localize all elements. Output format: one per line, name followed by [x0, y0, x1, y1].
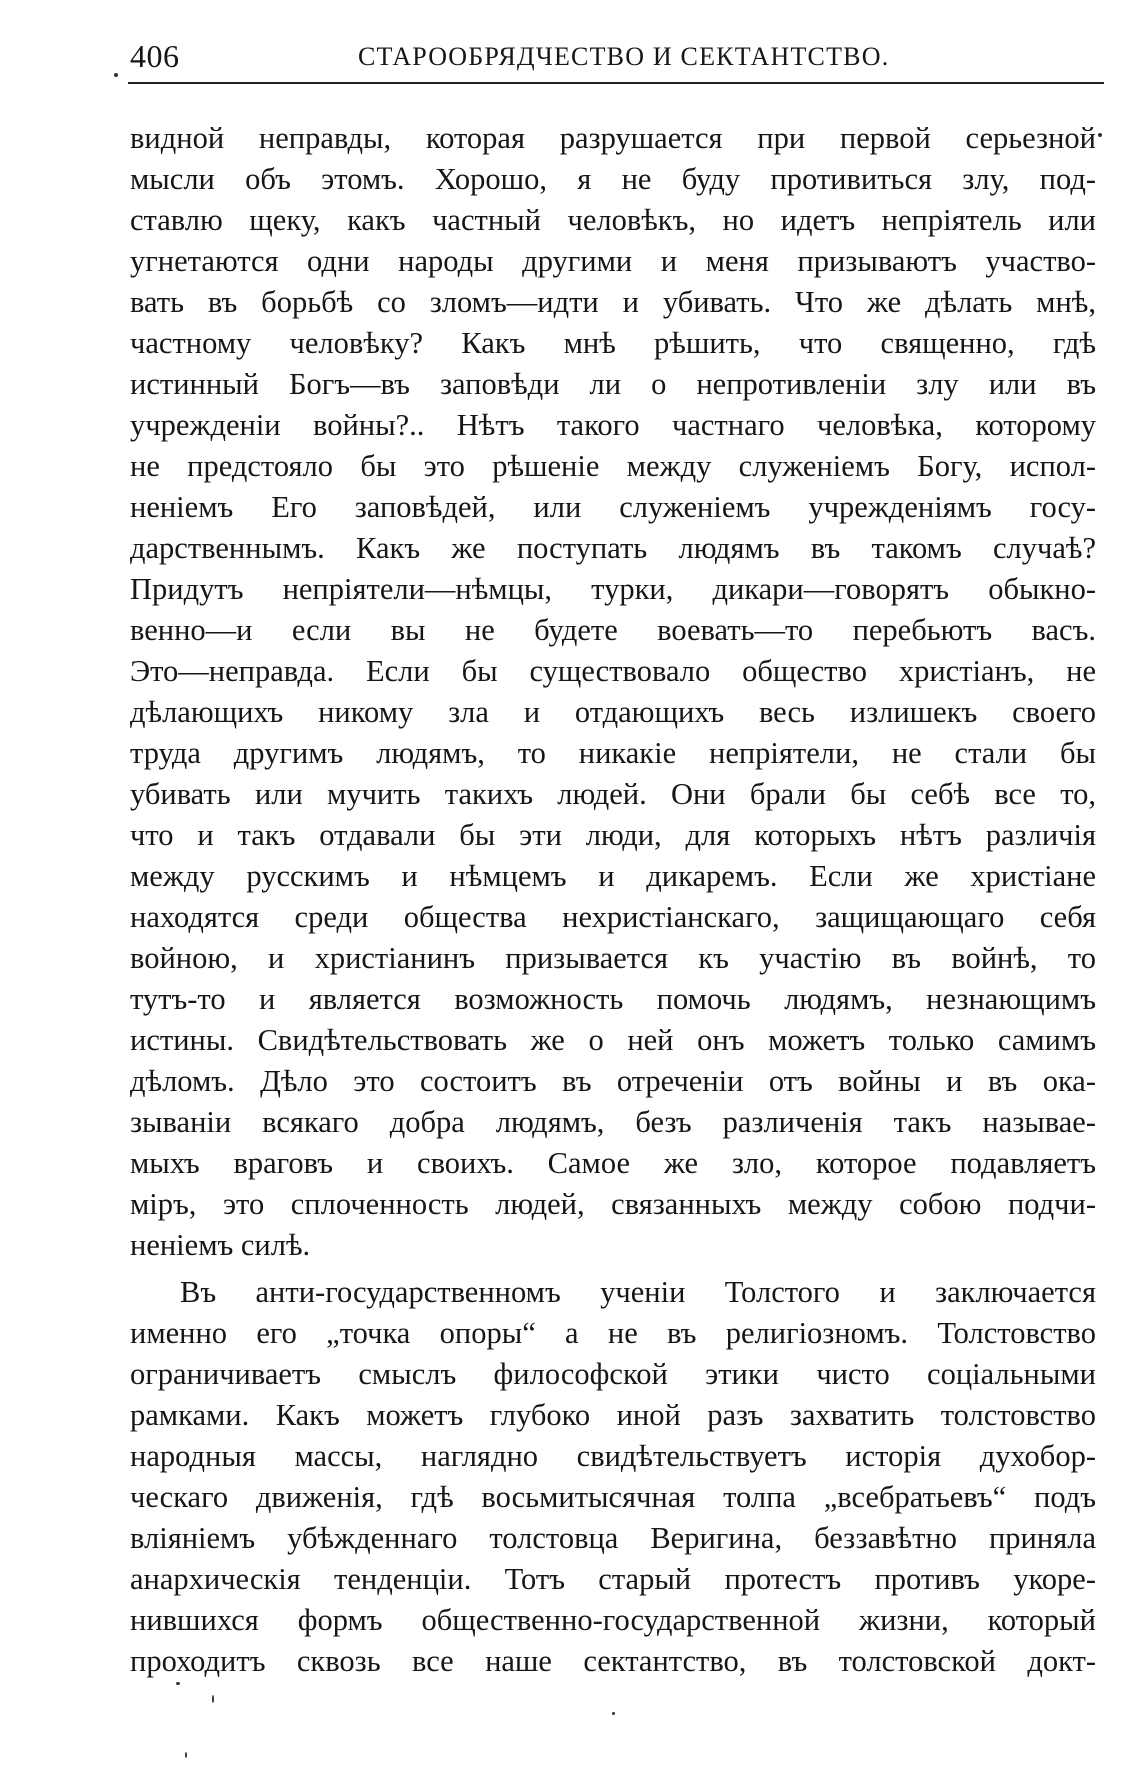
text-line: ставлю щеку, какъ частный человѣкъ, но идетъ непрiятель или	[130, 203, 1096, 237]
text-line: мыхъ враговъ и своихъ. Самое же зло, которое подавляетъ	[130, 1146, 1096, 1180]
text-line: нившихся формъ общественно-государственной жизни, который	[130, 1603, 1096, 1637]
text-line: влiянiемъ убѣжденнаго толстовца Веригина, беззавѣтно приняла	[130, 1521, 1096, 1555]
text-line: венно—и если вы не будете воевать—то перебьютъ васъ.	[130, 613, 1096, 647]
text-line: войною, и христiанинъ призывается къ участiю въ войнѣ, то	[130, 941, 1096, 975]
header-rule	[128, 82, 1104, 84]
print-speck	[176, 1682, 180, 1685]
text-line: Въ анти-государственномъ ученiи Толстого и заключается	[180, 1275, 1096, 1309]
text-line: ограничиваетъ смыслъ философской этики чисто соцiальными	[130, 1357, 1096, 1391]
text-line: Придутъ непрiятели—нѣмцы, турки, дикари—говорятъ обыкно-	[130, 572, 1096, 606]
text-line: не предстояло бы это рѣшенiе между служенiемъ Богу, испол-	[130, 449, 1096, 483]
text-line: народныя массы, наглядно свидѣтельствуетъ исторiя духобор-	[130, 1439, 1096, 1473]
running-head	[128, 34, 1104, 84]
text-line: ческаго движенiя, гдѣ восьмитысячная толпа „всебратьевъ“ подъ	[130, 1480, 1096, 1514]
print-speck	[114, 73, 118, 77]
text-line: убивать или мучить такихъ людей. Они брали бы себѣ все то,	[130, 777, 1096, 811]
text-line: рамками. Какъ можетъ глубоко иной разъ захватить толстовство	[130, 1398, 1096, 1432]
text-line: труда другимъ людямъ, то никакiе непрiятели, не стали бы	[130, 736, 1096, 770]
paragraph-1	[130, 118, 1096, 1266]
print-speck	[185, 1752, 187, 1758]
text-line: угнетаются одни народы другими и меня призываютъ участво-	[130, 244, 1096, 278]
text-line: дѣлающихъ никому зла и отдающихъ весь излишекъ своего	[130, 695, 1096, 729]
running-title: СТАРООБРЯДЧЕСТВО И СЕКТАНТСТВО.	[358, 42, 890, 71]
text-line: проходитъ сквозь все наше сектантство, въ толстовской докт-	[130, 1644, 1096, 1678]
text-line: тутъ-то и является возможность помочь людямъ, незнающимъ	[130, 982, 1096, 1016]
text-line: вать въ борьбѣ со зломъ—идти и убивать. Что же дѣлать мнѣ,	[130, 285, 1096, 319]
text-line: зыванiи всякаго добра людямъ, безъ различенiя такъ называе-	[130, 1105, 1096, 1139]
text-line: Это—неправда. Если бы существовало общество христiанъ, не	[130, 654, 1096, 688]
text-line: истины. Свидѣтельствовать же о ней онъ можетъ только самимъ	[130, 1023, 1096, 1057]
text-line: частному человѣку? Какъ мнѣ рѣшить, что священно, гдѣ	[130, 326, 1096, 360]
text-line: анархическiя тенденцiи. Тотъ старый протестъ противъ укоре-	[130, 1562, 1096, 1596]
print-speck	[1098, 133, 1102, 137]
print-speck	[212, 1695, 214, 1703]
text-line: мiръ, это сплоченность людей, связанныхъ между собою подчи-	[130, 1187, 1096, 1221]
text-line: ненiемъ Его заповѣдей, или служенiемъ учрежденiямъ госу-	[130, 490, 1096, 524]
page-number: 406	[130, 38, 180, 74]
text-line: мысли объ этомъ. Хорошо, я не буду противиться злу, под-	[130, 162, 1096, 196]
text-line: дѣломъ. Дѣло это состоитъ въ отреченiи отъ войны и въ ока-	[130, 1064, 1096, 1098]
text-line: что и такъ отдавали бы эти люди, для которыхъ нѣтъ различiя	[130, 818, 1096, 852]
paragraph-2	[130, 1272, 1096, 1682]
text-line: истинный Богъ—въ заповѣди ли о непротивленiи злу или въ	[130, 367, 1096, 401]
text-line: учрежденiи войны?.. Нѣтъ такого частнаго человѣка, которому	[130, 408, 1096, 442]
print-speck	[612, 1712, 615, 1715]
text-line: между русскимъ и нѣмцемъ и дикаремъ. Если же христiане	[130, 859, 1096, 893]
text-line: находятся среди общества нехристiанскаго, защищающаго себя	[130, 900, 1096, 934]
body-text	[130, 118, 1096, 1682]
text-line: ненiемъ силѣ.	[130, 1228, 311, 1262]
text-line: дарственнымъ. Какъ же поступать людямъ въ такомъ случаѣ?	[130, 531, 1096, 565]
text-line: видной неправды, которая разрушается при первой серьезной	[130, 121, 1096, 155]
text-line: именно его „точка опоры“ а не въ религiозномъ. Толстовство	[130, 1316, 1096, 1350]
